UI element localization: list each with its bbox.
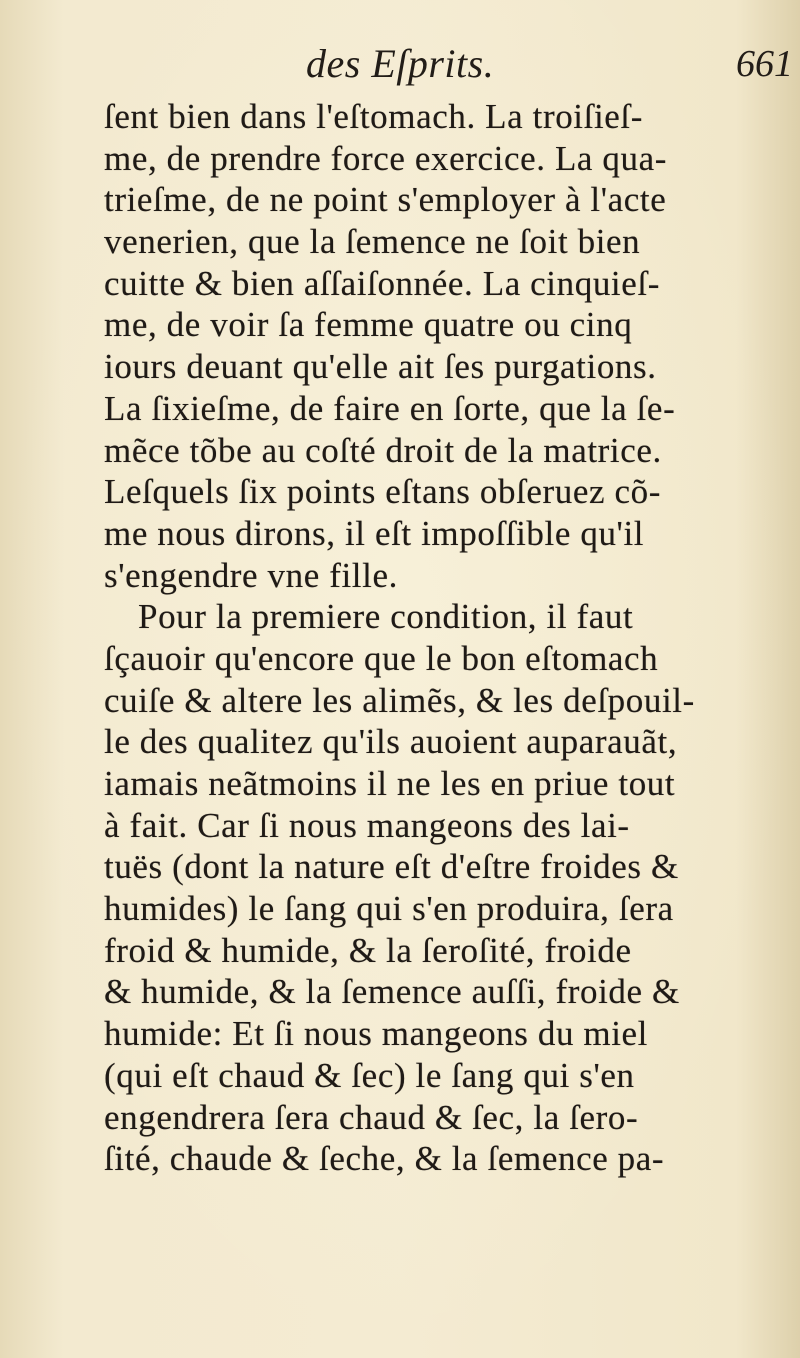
text-line: ſent bien dans l'eſtomach. La troiſieſ- bbox=[104, 97, 643, 136]
text-line: humide: Et ſi nous mangeons du miel bbox=[104, 1014, 649, 1054]
page-header bbox=[0, 40, 800, 96]
page-number: 661 bbox=[736, 43, 793, 85]
text-line: me nous dirons, il eſt impoſſible qu'il bbox=[104, 513, 645, 553]
paragraph-start-line: Pour la premiere condition, il faut bbox=[138, 597, 634, 637]
text-line: iamais neãtmoins il ne les en priue tout bbox=[104, 764, 676, 803]
text-line: me, de voir ſa femme quatre ou cinq bbox=[104, 305, 633, 345]
text-line: engendrera ſera chaud & ſec, la ſero- bbox=[104, 1097, 639, 1137]
text-line: le des qualitez qu'ils auoient auparauãt, bbox=[104, 722, 678, 762]
text-line: tuës (dont la nature eſt d'eſtre froides & bbox=[104, 847, 679, 887]
text-line: Leſquels ſix points eſtans obſeruez cõ- bbox=[104, 472, 661, 512]
running-head: des Eſprits. bbox=[306, 41, 495, 86]
text-line: à fait. Car ſi nous mangeons des lai- bbox=[104, 805, 630, 845]
text-line: ſçauoir qu'encore que le bon eſtomach bbox=[104, 638, 659, 678]
text-line: mẽce tõbe au coſté droit de la matrice. bbox=[104, 430, 662, 470]
text-line: me, de prendre force exercice. La qua- bbox=[104, 138, 668, 178]
text-line: & humide, & la ſemence auſſi, froide & bbox=[104, 972, 680, 1012]
text-line: venerien, que la ſemence ne ſoit bien bbox=[104, 222, 641, 262]
text-line: cuiſe & altere les alimẽs, & les deſpouil- bbox=[104, 680, 695, 720]
text-line: trieſme, de ne point s'employer à l'acte bbox=[104, 180, 667, 220]
text-line: ſité, chaude & ſeche, & la ſemence pa- bbox=[104, 1139, 665, 1179]
text-line: La ſixieſme, de faire en ſorte, que la ſe- bbox=[104, 388, 676, 428]
text-line: humides) le ſang qui s'en produira, ſera bbox=[104, 889, 674, 929]
body-text bbox=[104, 96, 794, 1180]
text-line: iours deuant qu'elle ait ſes purgations. bbox=[104, 347, 657, 387]
text-line: cuitte & bien aſſaiſonnée. La cinquieſ- bbox=[104, 263, 660, 303]
text-line: (qui eſt chaud & ſec) le ſang qui s'en bbox=[104, 1055, 635, 1095]
text-line: s'engendre vne fille. bbox=[104, 555, 398, 595]
text-line: froid & humide, & la ſeroſité, froide bbox=[104, 930, 632, 970]
